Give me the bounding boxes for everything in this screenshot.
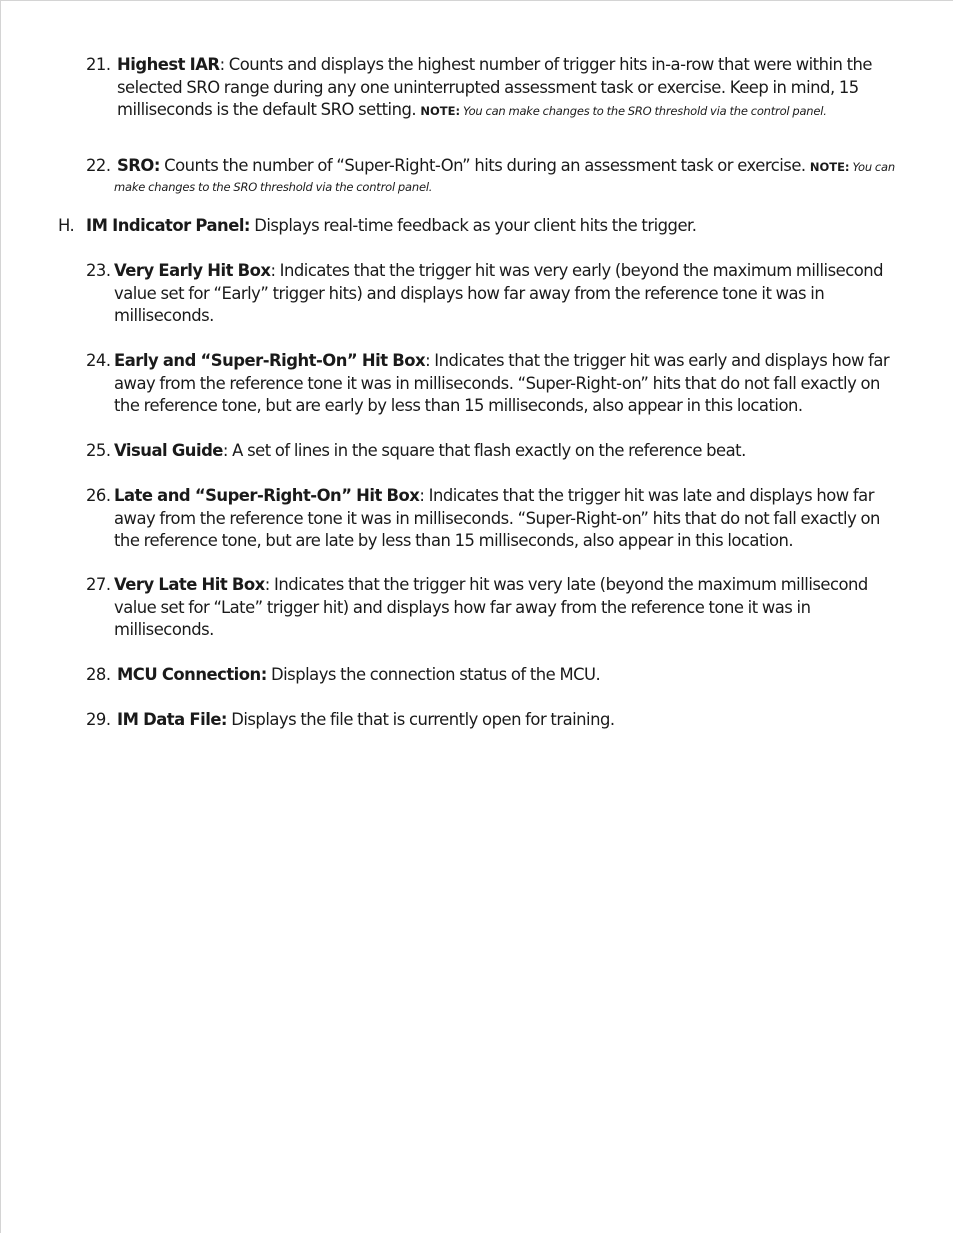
list-item-26 (86, 485, 904, 553)
item-text (86, 664, 904, 687)
list-item-27 (86, 574, 904, 642)
item-term: Highest IAR (117, 55, 220, 74)
item-text (86, 54, 904, 123)
item-text (86, 440, 904, 463)
item-body: : Indicates that the trigger hit was late and displays how far away from the reference tone it was in milliseconds. “Super-Right-on” hits that do not fall exactly on the reference tone, but are late by less than 15 milliseconds, also appear in this location. (114, 486, 880, 550)
item-term: SRO: (117, 156, 160, 175)
item-term: Visual Guide (114, 441, 223, 460)
item-number: 23. (86, 261, 111, 280)
item-number: 21. (86, 55, 111, 74)
list-item-28 (86, 664, 904, 687)
note-label: NOTE: (420, 104, 461, 118)
item-body: Displays the file that is currently open for training. (227, 710, 615, 729)
note-label: NOTE: (809, 160, 850, 174)
item-body: : A set of lines in the square that flash exactly on the reference beat. (222, 441, 746, 460)
item-number: 25. (86, 441, 111, 460)
item-number: 24. (86, 351, 111, 370)
list-item-25 (86, 440, 904, 463)
item-number: 22. (86, 156, 111, 175)
item-text (86, 574, 904, 642)
item-term: Early and “Super-Right-On” Hit Box (114, 351, 426, 370)
section-body: Displays real-time feedback as your client hits the trigger. (250, 216, 697, 235)
item-number: 26. (86, 486, 111, 505)
item-body: : Indicates that the trigger hit was early and displays how far away from the reference tone it was in milliseconds. “Super-Right-on” hits that do not fall exactly on the reference tone, but are early by less than 15 milliseconds, also appear in this location. (114, 351, 890, 415)
section-letter: H. (58, 216, 75, 235)
item-term: Very Early Hit Box (114, 261, 271, 280)
note-text-continued: make changes to the SRO threshold via the control panel. (114, 179, 433, 194)
item-text (86, 709, 904, 732)
item-number: 28. (86, 665, 111, 684)
item-text (86, 350, 904, 418)
item-body: Counts the number of “Super-Right-On” hits during an assessment task or exercise. (159, 156, 810, 175)
note-text: You can make changes to the SRO threshold via the control panel. (460, 104, 827, 118)
note-text: You can (849, 160, 895, 174)
section-term: IM Indicator Panel: (86, 216, 250, 235)
item-text (86, 485, 904, 553)
item-text (86, 260, 904, 328)
section-text (58, 215, 908, 238)
item-text (86, 155, 916, 195)
list-item-23 (86, 260, 904, 328)
item-body: Counts and displays the highest number of trigger hits in-a-row that were within the selected SRO range during any one uninterrupted assessment task or exercise. Keep in mind, 15 milliseconds is the default SRO setting. (117, 55, 873, 119)
item-term: MCU Connection: (117, 665, 267, 684)
item-term-sep: : (219, 55, 225, 74)
list-item-22 (86, 155, 916, 195)
item-term: IM Data File: (117, 710, 227, 729)
item-term: Very Late Hit Box (114, 575, 265, 594)
item-number: 27. (86, 575, 111, 594)
item-number: 29. (86, 710, 111, 729)
list-item-21 (86, 54, 904, 123)
item-body: : Indicates that the trigger hit was very early (beyond the maximum millisecond value set for “Early” trigger hits) and displays how far away from the reference tone it was in milliseconds. (114, 261, 884, 325)
section-h (58, 215, 908, 238)
item-term: Late and “Super-Right-On” Hit Box (114, 486, 420, 505)
item-body: : Indicates that the trigger hit was very late (beyond the maximum millisecond value set for “Late” trigger hit) and displays how far away from the reference tone it was in milliseconds. (114, 575, 868, 639)
list-item-29 (86, 709, 904, 732)
item-body: Displays the connection status of the MCU. (266, 665, 601, 684)
list-item-24 (86, 350, 904, 418)
